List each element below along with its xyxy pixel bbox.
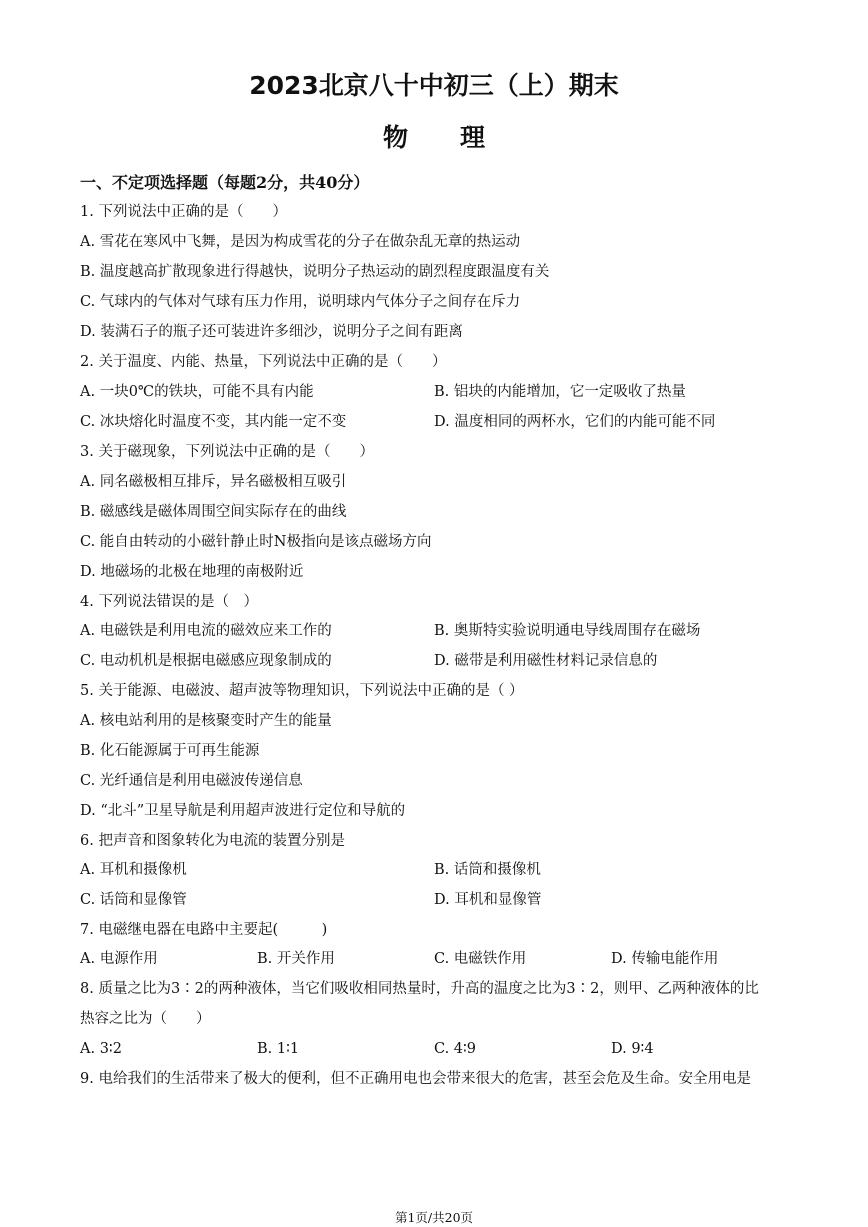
question-1-stem: 1. 下列说法中正确的是（ ） [80, 204, 287, 220]
question-6-stem: 6. 把声音和图象转化为电流的装置分别是 [80, 833, 345, 849]
question-6-option-c: C. 话筒和显像管 [80, 892, 187, 908]
question-8-option-c: C. 4∶9 [434, 1041, 477, 1057]
question-8-stem-line-2: 热容之比为（ ） [80, 1011, 211, 1027]
question-3-option-c: C. 能自由转动的小磁针静止时N极指向是该点磁场方向 [80, 534, 432, 550]
question-3-option-d: D. 地磁场的北极在地理的南极附近 [80, 564, 304, 580]
question-6-option-b: B. 话筒和摄像机 [434, 862, 541, 878]
question-5-option-b: B. 化石能源属于可再生能源 [80, 743, 260, 759]
question-8-option-d: D. 9∶4 [611, 1041, 654, 1057]
question-5-option-a: A. 核电站利用的是核聚变时产生的能量 [80, 713, 332, 729]
page-footer: 第1页/共20页 [394, 1210, 474, 1225]
document-title: 2023北京八十中初三（上）期末 [249, 71, 619, 100]
question-5-option-d: D. “北斗”卫星导航是利用超声波进行定位和导航的 [80, 803, 406, 819]
question-8-option-b: B. 1∶1 [257, 1041, 300, 1057]
question-7-option-c: C. 电磁铁作用 [434, 951, 527, 967]
question-7-option-a: A. 电源作用 [80, 951, 158, 967]
question-6-option-a: A. 耳机和摄像机 [80, 862, 187, 878]
question-9-stem: 9. 电给我们的生活带来了极大的便利，但不正确用电也会带来很大的危害，甚至会危及生命。安全用电是 [80, 1071, 751, 1087]
section-heading: 一、不定项选择题（每题2分，共40分） [80, 173, 370, 192]
question-4-stem: 4. 下列说法错误的是（ ） [80, 594, 258, 610]
subject-title: 物理 [382, 123, 537, 152]
question-3-option-a: A. 同名磁极相互排斥，异名磁极相互吸引 [80, 474, 347, 490]
question-1-option-c: C. 气球内的气体对气球有压力作用，说明球内气体分子之间存在斥力 [80, 294, 521, 310]
question-5-stem: 5. 关于能源、电磁波、超声波等物理知识，下列说法中正确的是（ ） [80, 683, 524, 699]
question-4-option-b: B. 奥斯特实验说明通电导线周围存在磁场 [434, 623, 701, 639]
question-2-option-d: D. 温度相同的两杯水，它们的内能可能不同 [434, 414, 716, 430]
question-7-option-b: B. 开关作用 [257, 951, 335, 967]
question-8-option-a: A. 3∶2 [80, 1041, 122, 1057]
question-1-option-a: A. 雪花在寒风中飞舞，是因为构成雪花的分子在做杂乱无章的热运动 [80, 234, 521, 250]
question-3-stem: 3. 关于磁现象，下列说法中正确的是（ ） [80, 444, 374, 460]
question-1-option-b: B. 温度越高扩散现象进行得越快，说明分子热运动的剧烈程度跟温度有关 [80, 264, 550, 280]
question-8-stem-line-1: 8. 质量之比为3∶2的两种液体，当它们吸收相同热量时，升高的温度之比为3∶2，则甲、乙两种液体的比 [80, 981, 759, 997]
question-2-option-a: A. 一块0℃的铁块，可能不具有内能 [80, 384, 314, 400]
question-7-stem: 7. 电磁继电器在电路中主要起( ) [80, 922, 328, 938]
question-1-option-d: D. 装满石子的瓶子还可装进许多细沙，说明分子之间有距离 [80, 324, 463, 340]
question-7-option-d: D. 传输电能作用 [611, 951, 719, 967]
question-4-option-d: D. 磁带是利用磁性材料记录信息的 [434, 653, 658, 669]
question-3-option-b: B. 磁感线是磁体周围空间实际存在的曲线 [80, 504, 347, 520]
question-4-option-a: A. 电磁铁是利用电流的磁效应来工作的 [80, 623, 332, 639]
question-2-stem: 2. 关于温度、内能、热量，下列说法中正确的是（ ） [80, 354, 447, 370]
question-2-option-b: B. 铝块的内能增加，它一定吸收了热量 [434, 384, 686, 400]
question-6-option-d: D. 耳机和显像管 [434, 892, 542, 908]
question-5-option-c: C. 光纤通信是利用电磁波传递信息 [80, 773, 303, 789]
question-2-option-c: C. 冰块熔化时温度不变，其内能一定不变 [80, 414, 347, 430]
question-4-option-c: C. 电动机机是根据电磁感应现象制成的 [80, 653, 332, 669]
